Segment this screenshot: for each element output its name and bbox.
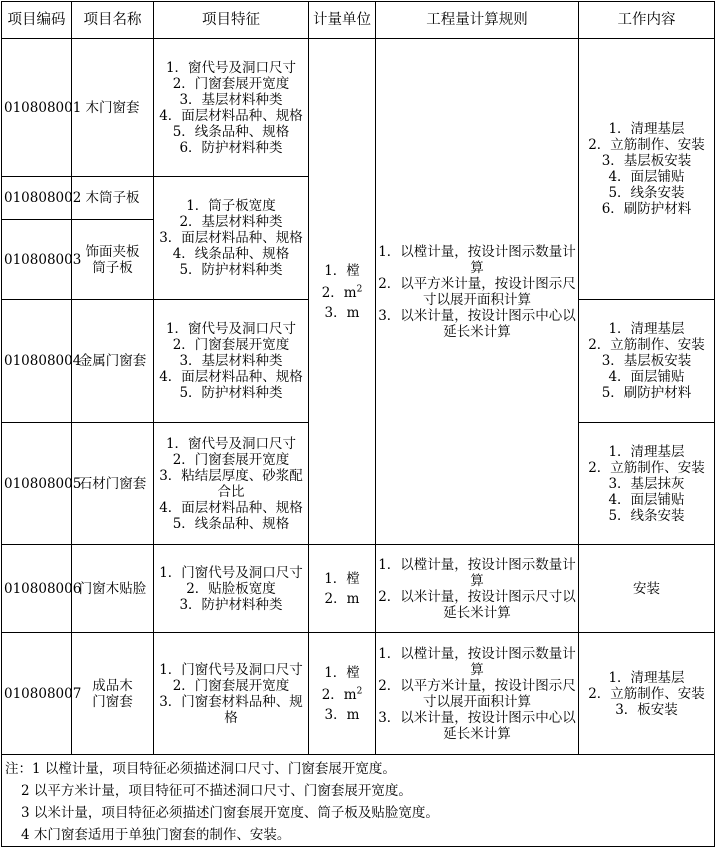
work-cell-w2: 1．清理基层 2．立筋制作、安装 3．基层板安装 4．面层铺贴 5．刷防护材料 xyxy=(579,300,715,423)
item-features: 1．窗代号及洞口尺寸 2．门窗套展开宽度 3．基层材料种类 4．面层材料品种、规格 5．线条品种、规格 6．防护材料种类 xyxy=(154,39,309,177)
bill-of-quantities-table xyxy=(1,1,715,847)
item-code: 010808007 xyxy=(2,633,72,755)
work-cell-w4: 安装 xyxy=(579,545,715,633)
item-code: 010808003 xyxy=(2,220,72,300)
note-line: 4 木门窗套适用于单独门窗套的制作、安装。 xyxy=(21,827,291,843)
notes-row xyxy=(2,755,715,847)
item-code: 010808002 xyxy=(2,177,72,220)
header-feature: 项目特征 xyxy=(154,2,309,39)
note-line: 2 以平方米计量，项目特征可不描述洞口尺寸、门窗套展开宽度。 xyxy=(21,783,412,799)
table-row xyxy=(2,633,715,755)
header-row xyxy=(2,2,715,39)
item-code: 010808006 xyxy=(2,545,72,633)
table-row xyxy=(2,39,715,177)
item-features: 1．窗代号及洞口尺寸 2．门窗套展开宽度 3．基层材料种类 4．面层材料品种、规格 5．防护材料种类 xyxy=(154,300,309,423)
item-name: 饰面夹板 筒子板 xyxy=(72,220,154,300)
note-line: 3 以米计量，项目特征必须描述门窗套展开宽度、筒子板及贴脸宽度。 xyxy=(21,805,439,821)
table-row xyxy=(2,545,715,633)
work-cell-w1: 1．清理基层 2．立筋制作、安装 3．基层板安装 4．面层铺贴 5．线条安装 6．刷防护材料 xyxy=(579,39,715,300)
item-name: 木门窗套 xyxy=(72,39,154,177)
item-name: 石材门窗套 xyxy=(72,423,154,545)
work-cell-w3: 1．清理基层 2．立筋制作、安装 3．基层抹灰 4．面层铺贴 5．线条安装 xyxy=(579,423,715,545)
work-cell-w5: 1．清理基层 2．立筋制作、安装 3．板安装 xyxy=(579,633,715,755)
header-work: 工作内容 xyxy=(579,2,715,39)
item-code: 010808001 xyxy=(2,39,72,177)
header-unit: 计量单位 xyxy=(309,2,376,39)
item-features: 1．门窗代号及洞口尺寸 2．贴脸板宽度 3．防护材料种类 xyxy=(154,545,309,633)
item-code: 010808005 xyxy=(2,423,72,545)
note-line: 注：1 以樘计量，项目特征必须描述洞口尺寸、门窗套展开宽度。 xyxy=(5,761,396,777)
unit-cell-group-c: 1．樘 2．$m^2$ 3．m xyxy=(309,633,376,755)
rule-cell-group-b: 1．以樘计量，按设计图示数量计算 2．以米计量，按设计图示尺寸以延长米计算 xyxy=(376,545,579,633)
item-code: 010808004 xyxy=(2,300,72,423)
item-name: 木筒子板 xyxy=(72,177,154,220)
item-name: 门窗木贴脸 xyxy=(72,545,154,633)
item-features: 1．窗代号及洞口尺寸 2．门窗套展开宽度 3．粘结层厚度、砂浆配合比 4．面层材料品种、规格 5．线条品种、规格 xyxy=(154,423,309,545)
unit-cell-group-b: 1．樘 2．m xyxy=(309,545,376,633)
item-features: 1．筒子板宽度 2．基层材料种类 3．面层材料品种、规格 4．线条品种、规格 5．防护材料种类 xyxy=(154,177,309,300)
rule-cell-group-c: 1．以樘计量，按设计图示数量计算 2．以平方米计量，按设计图示尺寸以展开面积计算 3．以米计量，按设计图示中心以延长米计算 xyxy=(376,633,579,755)
item-name: 成品木 门窗套 xyxy=(72,633,154,755)
rule-cell-group-a: 1．以樘计量，按设计图示数量计算 2．以平方米计量，按设计图示尺寸以展开面积计算 3．以米计量，按设计图示中心以延长米计算 xyxy=(376,39,579,545)
header-code: 项目编码 xyxy=(2,2,72,39)
header-name: 项目名称 xyxy=(72,2,154,39)
item-name: 金属门窗套 xyxy=(72,300,154,423)
notes-cell xyxy=(2,755,715,847)
header-rule: 工程量计算规则 xyxy=(376,2,579,39)
item-features: 1．门窗代号及洞口尺寸 2．门窗套展开宽度 3．门窗套材料品种、规格 xyxy=(154,633,309,755)
unit-cell-group-a: 1．樘 2．$m^2$ 3．m xyxy=(309,39,376,545)
